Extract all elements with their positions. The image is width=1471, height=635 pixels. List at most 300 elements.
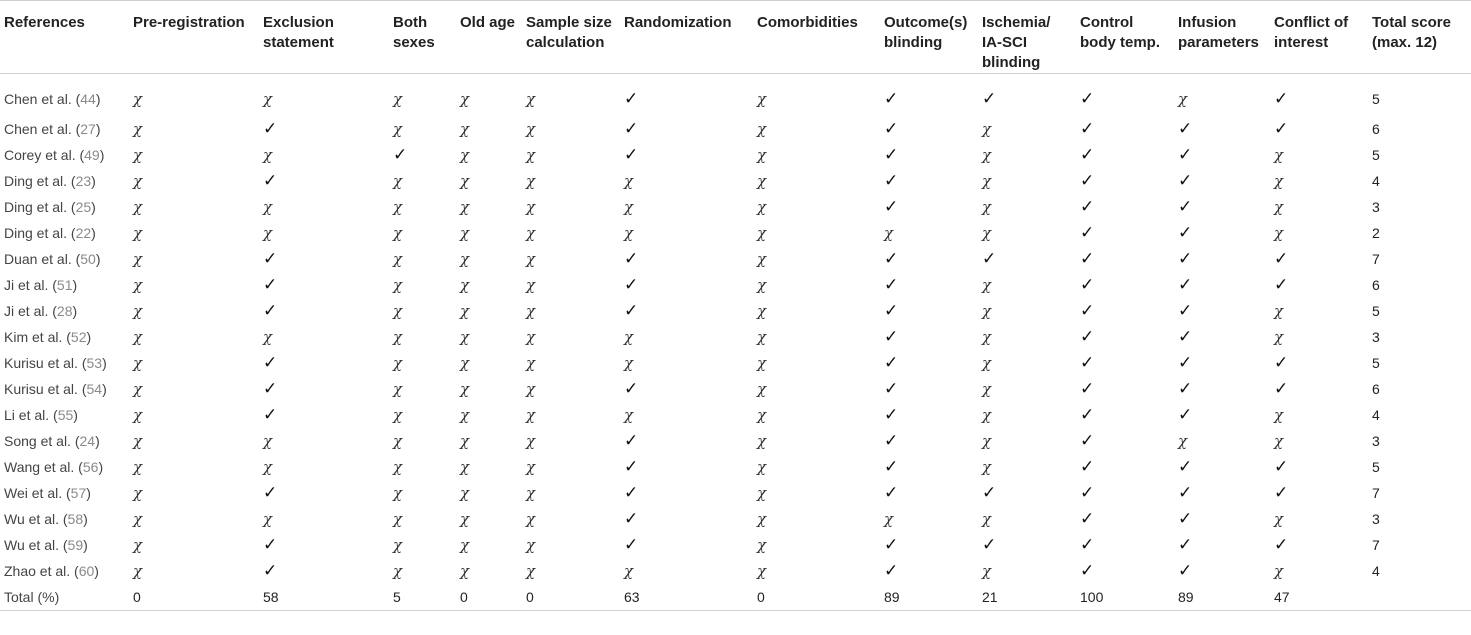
column-header-line: Old age	[460, 14, 516, 31]
check-icon: ✓	[884, 301, 899, 321]
citation-link[interactable]: 52	[70, 329, 87, 345]
chi-icon: χ	[460, 146, 470, 164]
column-header	[884, 1, 982, 74]
citation-close: )	[83, 511, 88, 527]
criterion-not-met-cell	[393, 402, 460, 428]
criterion-not-met-cell	[460, 74, 526, 117]
chi-icon: χ	[393, 172, 403, 190]
column-header-line: interest	[1274, 34, 1329, 51]
chi-icon: χ	[982, 562, 992, 580]
chi-icon: χ	[133, 172, 143, 190]
check-icon: ✓	[393, 145, 408, 165]
chi-icon: χ	[982, 354, 992, 372]
chi-icon: χ	[393, 510, 403, 528]
criterion-met-cell	[1178, 220, 1274, 246]
reference-cell	[0, 454, 133, 480]
total-percent-cell: 89	[1178, 584, 1274, 611]
chi-icon: χ	[133, 224, 143, 242]
reference-cell	[0, 116, 133, 142]
criterion-not-met-cell	[624, 194, 757, 220]
chi-icon: χ	[263, 90, 273, 108]
criterion-not-met-cell	[1274, 298, 1372, 324]
citation-link[interactable]: 23	[75, 173, 92, 189]
column-header-line: Pre-registration	[133, 14, 245, 31]
citation-link[interactable]: 53	[86, 355, 103, 371]
chi-icon: χ	[1274, 562, 1284, 580]
criterion-not-met-cell	[393, 298, 460, 324]
criterion-met-cell	[263, 116, 393, 142]
check-icon: ✓	[263, 171, 278, 191]
column-header-line: Randomization	[624, 14, 732, 31]
citation-link[interactable]: 60	[78, 563, 95, 579]
criterion-not-met-cell	[1274, 168, 1372, 194]
total-score-cell: 3	[1372, 511, 1380, 527]
criterion-met-cell	[884, 246, 982, 272]
chi-icon: χ	[133, 380, 143, 398]
chi-icon: χ	[393, 276, 403, 294]
chi-icon: χ	[757, 120, 767, 138]
criterion-not-met-cell	[460, 246, 526, 272]
check-icon: ✓	[1080, 197, 1095, 217]
check-icon: ✓	[1178, 535, 1193, 555]
table-row	[0, 376, 1471, 402]
criterion-not-met-cell	[263, 142, 393, 168]
criterion-met-cell	[1080, 428, 1178, 454]
citation-close: )	[72, 277, 78, 293]
check-icon: ✓	[1080, 223, 1095, 243]
author-text: Ji et al. (	[4, 277, 57, 293]
criterion-not-met-cell	[393, 532, 460, 558]
criterion-met-cell	[884, 350, 982, 376]
criterion-met-cell	[884, 298, 982, 324]
criterion-not-met-cell	[624, 324, 757, 350]
criterion-not-met-cell	[263, 454, 393, 480]
column-header-line: Conflict of	[1274, 14, 1349, 31]
check-icon: ✓	[624, 431, 639, 451]
criterion-not-met-cell	[624, 350, 757, 376]
check-icon: ✓	[1080, 353, 1095, 373]
criterion-met-cell	[982, 480, 1080, 506]
column-header-line: parameters	[1178, 34, 1259, 51]
criterion-not-met-cell	[133, 376, 263, 402]
table-row	[0, 220, 1471, 246]
citation-link[interactable]: 28	[56, 303, 73, 319]
check-icon: ✓	[263, 379, 278, 399]
column-header-line: Sample size	[526, 14, 612, 31]
criterion-met-cell	[624, 532, 757, 558]
author-text: Chen et al. (	[4, 121, 81, 137]
criterion-not-met-cell	[460, 116, 526, 142]
criterion-not-met-cell	[757, 116, 884, 142]
chi-icon: χ	[757, 458, 767, 476]
criterion-met-cell	[624, 246, 757, 272]
criterion-met-cell	[1178, 116, 1274, 142]
criterion-met-cell	[624, 454, 757, 480]
check-icon: ✓	[884, 379, 899, 399]
reference-cell	[0, 142, 133, 168]
chi-icon: χ	[393, 250, 403, 268]
chi-icon: χ	[526, 276, 536, 294]
criterion-not-met-cell	[982, 324, 1080, 350]
check-icon: ✓	[884, 89, 899, 109]
author-text: Corey et al. (	[4, 147, 85, 163]
criterion-met-cell	[624, 376, 757, 402]
criterion-met-cell	[884, 272, 982, 298]
criterion-met-cell	[1274, 454, 1372, 480]
chi-icon: χ	[624, 328, 634, 346]
criterion-met-cell	[1080, 272, 1178, 298]
criterion-not-met-cell	[982, 272, 1080, 298]
criterion-not-met-cell	[263, 428, 393, 454]
chi-icon: χ	[526, 172, 536, 190]
criterion-met-cell	[263, 402, 393, 428]
check-icon: ✓	[1080, 535, 1095, 555]
criterion-not-met-cell	[460, 428, 526, 454]
criterion-met-cell	[1080, 220, 1178, 246]
criterion-not-met-cell	[1178, 428, 1274, 454]
check-icon: ✓	[1274, 249, 1289, 269]
chi-icon: χ	[526, 120, 536, 138]
citation-link[interactable]: 57	[70, 485, 87, 501]
criterion-met-cell	[884, 402, 982, 428]
column-header-line: Comorbidities	[757, 14, 858, 31]
chi-icon: χ	[982, 432, 992, 450]
criterion-not-met-cell	[1274, 324, 1372, 350]
chi-icon: χ	[982, 198, 992, 216]
criterion-met-cell	[1080, 298, 1178, 324]
citation-link[interactable]: 51	[56, 277, 73, 293]
chi-icon: χ	[133, 198, 143, 216]
criterion-not-met-cell	[526, 220, 624, 246]
chi-icon: χ	[1178, 90, 1188, 108]
check-icon: ✓	[263, 535, 278, 555]
citation-link[interactable]: 24	[79, 433, 96, 449]
criterion-not-met-cell	[133, 116, 263, 142]
chi-icon: χ	[1274, 432, 1284, 450]
criterion-not-met-cell	[393, 74, 460, 117]
criterion-not-met-cell	[526, 558, 624, 584]
chi-icon: χ	[460, 90, 470, 108]
criterion-met-cell	[1080, 532, 1178, 558]
citation-link[interactable]: 56	[82, 459, 99, 475]
criterion-met-cell	[1080, 376, 1178, 402]
check-icon: ✓	[982, 89, 997, 109]
chi-icon: χ	[526, 406, 536, 424]
total-score-cell: 5	[1372, 147, 1380, 163]
column-header	[526, 1, 624, 74]
check-icon: ✓	[1080, 405, 1095, 425]
criterion-met-cell	[1274, 532, 1372, 558]
check-icon: ✓	[884, 327, 899, 347]
column-header-line: blinding	[982, 54, 1041, 71]
chi-icon: χ	[1274, 302, 1284, 320]
check-icon: ✓	[263, 561, 278, 581]
chi-icon: χ	[526, 510, 536, 528]
criterion-not-met-cell	[884, 506, 982, 532]
check-icon: ✓	[884, 431, 899, 451]
check-icon: ✓	[1178, 379, 1193, 399]
criterion-not-met-cell	[757, 402, 884, 428]
chi-icon: χ	[393, 224, 403, 242]
total-percent-cell: 0	[526, 584, 624, 611]
criterion-not-met-cell	[526, 506, 624, 532]
criterion-not-met-cell	[757, 246, 884, 272]
citation-close: )	[83, 537, 88, 553]
chi-icon: χ	[133, 302, 143, 320]
check-icon: ✓	[1080, 275, 1095, 295]
chi-icon: χ	[263, 146, 273, 164]
check-icon: ✓	[1178, 119, 1193, 139]
criterion-not-met-cell	[982, 168, 1080, 194]
check-icon: ✓	[1178, 483, 1193, 503]
criterion-not-met-cell	[1274, 220, 1372, 246]
column-header-line: body temp.	[1080, 34, 1161, 51]
criterion-not-met-cell	[526, 402, 624, 428]
chi-icon: χ	[982, 224, 992, 242]
chi-icon: χ	[133, 120, 143, 138]
chi-icon: χ	[460, 172, 470, 190]
criterion-not-met-cell	[1274, 194, 1372, 220]
criterion-not-met-cell	[757, 168, 884, 194]
chi-icon: χ	[526, 562, 536, 580]
criterion-not-met-cell	[393, 480, 460, 506]
chi-icon: χ	[133, 328, 143, 346]
chi-icon: χ	[757, 380, 767, 398]
table-body	[0, 74, 1471, 611]
check-icon: ✓	[982, 535, 997, 555]
check-icon: ✓	[1274, 483, 1289, 503]
check-icon: ✓	[884, 275, 899, 295]
chi-icon: χ	[757, 562, 767, 580]
citation-link[interactable]: 55	[57, 407, 74, 423]
citation-close: )	[91, 173, 96, 189]
citation-link[interactable]: 59	[67, 537, 84, 553]
citation-close: )	[91, 199, 96, 215]
criterion-met-cell	[982, 246, 1080, 272]
criterion-not-met-cell	[624, 220, 757, 246]
criterion-not-met-cell	[1274, 142, 1372, 168]
chi-icon: χ	[263, 224, 273, 242]
criterion-met-cell	[1080, 142, 1178, 168]
criterion-met-cell	[263, 558, 393, 584]
chi-icon: χ	[982, 458, 992, 476]
chi-icon: χ	[133, 354, 143, 372]
criterion-not-met-cell	[133, 506, 263, 532]
criterion-not-met-cell	[133, 480, 263, 506]
check-icon: ✓	[1080, 327, 1095, 347]
chi-icon: χ	[460, 120, 470, 138]
chi-icon: χ	[757, 328, 767, 346]
criterion-not-met-cell	[526, 532, 624, 558]
citation-link[interactable]: 27	[80, 121, 96, 137]
chi-icon: χ	[393, 406, 403, 424]
criterion-not-met-cell	[757, 506, 884, 532]
criterion-met-cell	[1080, 506, 1178, 532]
reference-cell	[0, 298, 133, 324]
criterion-not-met-cell	[393, 558, 460, 584]
criterion-not-met-cell	[133, 532, 263, 558]
chi-icon: χ	[263, 432, 273, 450]
criterion-not-met-cell	[393, 324, 460, 350]
reference-cell	[0, 74, 133, 117]
check-icon: ✓	[1178, 327, 1193, 347]
criterion-not-met-cell	[133, 74, 263, 117]
table-row	[0, 428, 1471, 454]
chi-icon: χ	[460, 406, 470, 424]
citation-close: )	[73, 407, 78, 423]
chi-icon: χ	[526, 198, 536, 216]
check-icon: ✓	[263, 353, 278, 373]
criterion-not-met-cell	[526, 454, 624, 480]
column-header	[1274, 1, 1372, 74]
check-icon: ✓	[1178, 457, 1193, 477]
total-percent-cell: 21	[982, 584, 1080, 611]
chi-icon: χ	[393, 458, 403, 476]
total-score-cell: 5	[1372, 303, 1380, 319]
citation-link[interactable]: 22	[75, 225, 92, 241]
chi-icon: χ	[757, 224, 767, 242]
check-icon: ✓	[1178, 171, 1193, 191]
total-percent-cell: 0	[757, 584, 884, 611]
criterion-not-met-cell	[460, 376, 526, 402]
chi-icon: χ	[133, 510, 143, 528]
criterion-not-met-cell	[263, 194, 393, 220]
check-icon: ✓	[884, 483, 899, 503]
criterion-not-met-cell	[757, 220, 884, 246]
criterion-met-cell	[1080, 558, 1178, 584]
criterion-not-met-cell	[393, 376, 460, 402]
criterion-not-met-cell	[393, 246, 460, 272]
citation-link[interactable]: 58	[67, 511, 84, 527]
citation-link[interactable]: 44	[80, 91, 96, 107]
criterion-not-met-cell	[133, 454, 263, 480]
criterion-not-met-cell	[460, 142, 526, 168]
criterion-not-met-cell	[460, 194, 526, 220]
criterion-not-met-cell	[526, 246, 624, 272]
citation-close: )	[102, 355, 107, 371]
criterion-met-cell	[1178, 324, 1274, 350]
author-text: Duan et al. (	[4, 251, 81, 267]
criterion-met-cell	[884, 142, 982, 168]
chi-icon: χ	[982, 146, 992, 164]
criterion-not-met-cell	[624, 558, 757, 584]
citation-link[interactable]: 50	[80, 251, 96, 267]
criterion-met-cell	[1080, 324, 1178, 350]
check-icon: ✓	[884, 457, 899, 477]
chi-icon: χ	[526, 250, 536, 268]
chi-icon: χ	[133, 276, 143, 294]
reference-cell	[0, 168, 133, 194]
check-icon: ✓	[1178, 223, 1193, 243]
chi-icon: χ	[526, 484, 536, 502]
criterion-not-met-cell	[982, 454, 1080, 480]
chi-icon: χ	[526, 90, 536, 108]
criterion-not-met-cell	[526, 350, 624, 376]
criterion-not-met-cell	[757, 324, 884, 350]
check-icon: ✓	[1080, 119, 1095, 139]
citation-link[interactable]: 25	[75, 199, 92, 215]
criterion-not-met-cell	[1274, 402, 1372, 428]
criterion-met-cell	[1178, 168, 1274, 194]
criterion-not-met-cell	[460, 506, 526, 532]
criterion-met-cell	[1274, 272, 1372, 298]
citation-link[interactable]: 54	[86, 381, 103, 397]
criterion-met-cell	[1178, 272, 1274, 298]
criterion-not-met-cell	[133, 324, 263, 350]
criterion-not-met-cell	[624, 168, 757, 194]
table-row	[0, 246, 1471, 272]
criterion-not-met-cell	[526, 298, 624, 324]
check-icon: ✓	[982, 249, 997, 269]
criterion-met-cell	[1080, 454, 1178, 480]
criterion-not-met-cell	[526, 116, 624, 142]
criterion-met-cell	[1080, 246, 1178, 272]
citation-close: )	[86, 485, 91, 501]
criterion-not-met-cell	[526, 194, 624, 220]
chi-icon: χ	[460, 354, 470, 372]
check-icon: ✓	[263, 405, 278, 425]
criterion-not-met-cell	[982, 376, 1080, 402]
chi-icon: χ	[460, 484, 470, 502]
author-text: Ji et al. (	[4, 303, 57, 319]
table-row	[0, 532, 1471, 558]
criterion-met-cell	[982, 74, 1080, 117]
chi-icon: χ	[133, 250, 143, 268]
criterion-not-met-cell	[624, 402, 757, 428]
check-icon: ✓	[884, 249, 899, 269]
table-row	[0, 272, 1471, 298]
total-percent-cell: 0	[460, 584, 526, 611]
check-icon: ✓	[884, 119, 899, 139]
chi-icon: χ	[757, 90, 767, 108]
criterion-not-met-cell	[393, 350, 460, 376]
chi-icon: χ	[393, 90, 403, 108]
author-text: Chen et al. (	[4, 91, 81, 107]
chi-icon: χ	[133, 406, 143, 424]
criterion-met-cell	[263, 350, 393, 376]
criterion-not-met-cell	[393, 116, 460, 142]
chi-icon: χ	[1274, 198, 1284, 216]
chi-icon: χ	[393, 302, 403, 320]
table-row	[0, 350, 1471, 376]
criterion-not-met-cell	[460, 558, 526, 584]
column-header-line: calculation	[526, 34, 605, 51]
chi-icon: χ	[393, 198, 403, 216]
total-percent-cell: 0	[133, 584, 263, 611]
criterion-met-cell	[1178, 506, 1274, 532]
total-score-cell: 2	[1372, 225, 1380, 241]
criterion-not-met-cell	[460, 480, 526, 506]
reference-cell	[0, 246, 133, 272]
chi-icon: χ	[757, 484, 767, 502]
chi-icon: χ	[460, 276, 470, 294]
citation-link[interactable]: 49	[84, 147, 100, 163]
criterion-met-cell	[263, 168, 393, 194]
chi-icon: χ	[982, 406, 992, 424]
chi-icon: χ	[757, 302, 767, 320]
chi-icon: χ	[393, 432, 403, 450]
criterion-not-met-cell	[393, 272, 460, 298]
check-icon: ✓	[624, 509, 639, 529]
reference-cell	[0, 376, 133, 402]
criterion-met-cell	[1274, 246, 1372, 272]
criterion-met-cell	[1178, 558, 1274, 584]
check-icon: ✓	[624, 119, 639, 139]
criterion-not-met-cell	[133, 402, 263, 428]
chi-icon: χ	[624, 198, 634, 216]
check-icon: ✓	[1178, 353, 1193, 373]
chi-icon: χ	[526, 302, 536, 320]
